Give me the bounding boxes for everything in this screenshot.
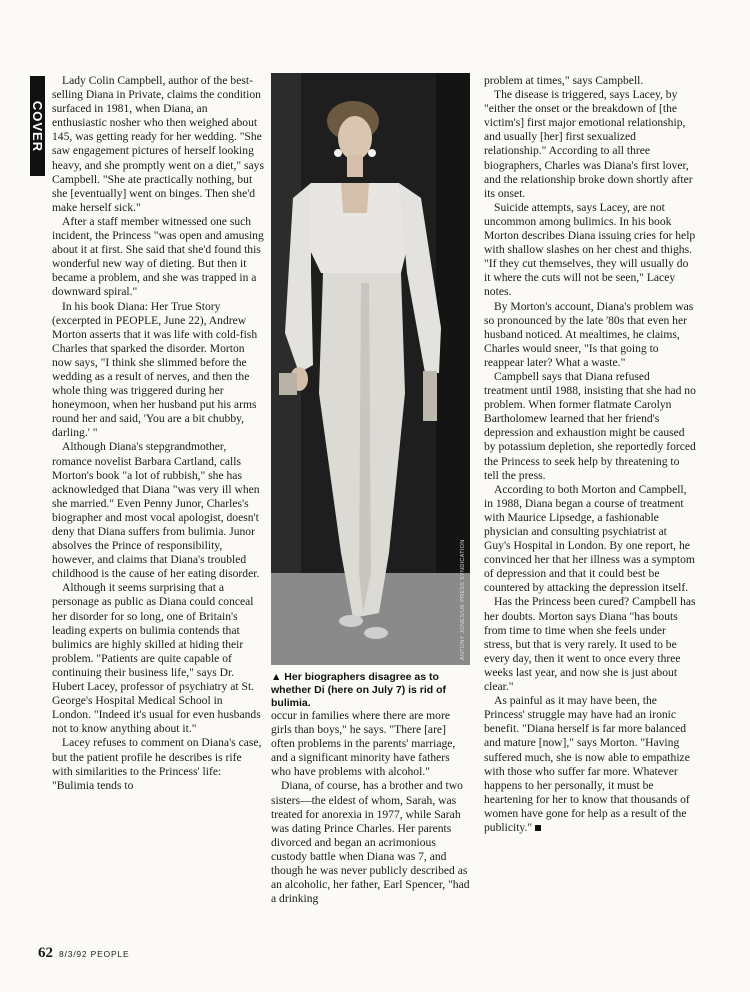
section-tab-label: COVER <box>30 100 46 152</box>
photo-illustration <box>271 73 470 665</box>
photo-caption: ▲ Her biographers disagree as to whether Di (here on July 7) is rid of bulimia. <box>271 671 447 709</box>
paragraph: Suicide attempts, says Lacey, are not uncommon among bulimics. In his book Morton describes Diana issuing cries for help with shallow slashes on her chest and thighs. "If they cut themselves, they will usually do it where the cuts will not be seen," Lacey notes. <box>484 200 696 299</box>
page-number: 62 <box>38 945 53 961</box>
photo-credit: ANTONY JONES/UK PRESS SYNDICATION <box>460 539 466 660</box>
paragraph: problem at times," says Campbell. <box>484 74 644 87</box>
end-of-story-mark <box>535 825 541 831</box>
paragraph: Lacey refuses to comment on Diana's case, but the patient profile he describes is rife with similarities to the Princess' life: "Bulimia tends to <box>52 736 262 792</box>
paragraph <box>484 694 696 835</box>
paragraph-text: As painful as it may have been, the Princess' struggle may have had an ironic benefit. "Diana herself is far more balanced and mature [now]," says Morton. "Having suffered much, she is now able to empathize with those who suffer far more. Whatever happens to her personally, it must be heartening for her to know that thousands of women have gone for help as a result of the publicity." <box>484 694 690 834</box>
paragraph: Although it seems surprising that a personage as public as Diana could conceal her disorder for so long, one of Britain's leading experts on bulimia contends that bulimics are highly skilled at hiding their problem. "Patients are quite capable of continuing their business life," says Dr. Hubert Lacey, professor of psychiatry at St. George's Hospital Medical School in London. "Indeed it's usual for even husbands not to know anything about it." <box>52 581 261 736</box>
page-footer <box>38 945 129 962</box>
paragraph: Lady Colin Campbell, author of the best-selling Diana in Private, claims the condition surfaced in 1981, when Diana, an enthusiastic nosher who then weighed about 145, was getting ready for her wedding. "She saw engagement pictures of herself looking heavy, and she promptly went on a diet," says Campbell. "She ate practically nothing, but she [eventually] went on binges. Then she'd make herself sick." <box>52 74 264 214</box>
paragraph: Although Diana's stepgrandmother, romance novelist Barbara Cartland, calls Morton's book "a lot of rubbish," she has acknowledged that Diana "was very ill when she married." Even Penny Junor, Charles's biographer and most vocal apologist, doesn't deny that Diana suffers from bulimia. Junor absolves the Prince of responsibility, however, and claims that Diana's troubled childhood is the cause of her eating disorder. <box>52 440 260 581</box>
article-column-3 <box>484 74 696 835</box>
paragraph: By Morton's account, Diana's problem was so pronounced by the late '80s that even her husband noticed. At mealtimes, he claims, Charles would sneer, "Is that going to reappear later? What a waste." <box>484 299 694 369</box>
paragraph: Campbell says that Diana refused treatment until 1988, insisting that she had no problem. When former flatmate Carolyn Bartholomew learned that her friend's depression and exhaustion might be caused by potassium depletion, she reportedly forced the Princess to seek help by threatening to tell the press. <box>484 369 696 482</box>
diana-photo <box>271 73 470 665</box>
paragraph: The disease is triggered, says Lacey, by "either the onset or the breakdown of [the victim's] first major emotional relationship, and usually [her] first sexualized relationship." According to all three biographers, Charles was Diana's first lover, and the relationship broke down shortly after its onset. <box>484 88 693 200</box>
paragraph: After a staff member witnessed one such incident, the Princess "was open and amusing about it at first. She said that she'd found this wonderful new way of dieting. But then it became a problem, and she was trapped in a downward spiral." <box>52 214 264 299</box>
issue-date: 8/3/92 PEOPLE <box>59 949 130 959</box>
paragraph: According to both Morton and Campbell, in 1988, Diana began a course of treatment with Maurice Lipsedge, a fashionable physician and consulting psychiatrist at Guy's Hospital in London. By one report, he convinced her that her illness was a symptom of depression and that it could best be countered by attacking the depression itself. <box>484 482 695 595</box>
paragraph: Diana, of course, has a brother and two sisters—the eldest of whom, Sarah, was treated for anorexia in 1977, while Sarah was dating Prince Charles. Her parents divorced and began an acrimonious custody battle when Diana was 7, and though he was never publicly described as an alcoholic, her father, Earl Spencer, "had a drinking <box>271 779 470 906</box>
paragraph: occur in families where there are more girls than boys," he says. "There [are] often problems in the parents' marriage, and a significant minority have fathers who have problems with alcohol." <box>271 709 456 779</box>
paragraph: Has the Princess been cured? Campbell has her doubts. Morton says Diana "has bouts from time to time when she feels under stress, but that is very rarely. It used to be every day, then it went to once every three weeks last year, and now she is just about clear." <box>484 595 696 694</box>
article-column-2 <box>271 709 471 906</box>
section-tab <box>30 76 45 176</box>
paragraph: In his book Diana: Her True Story (excerpted in PEOPLE, June 22), Andrew Morton asserts that it was life with cold-fish Charles that sparked the disorder. Morton now says, "I think she slimmed before the wedding as a result of nerves, and then the whole thing was triggered during her honeymoon, when her husband put his arms round her and said, 'You are a bit chubby, darling.' " <box>52 299 258 440</box>
article-column-1 <box>52 74 264 793</box>
